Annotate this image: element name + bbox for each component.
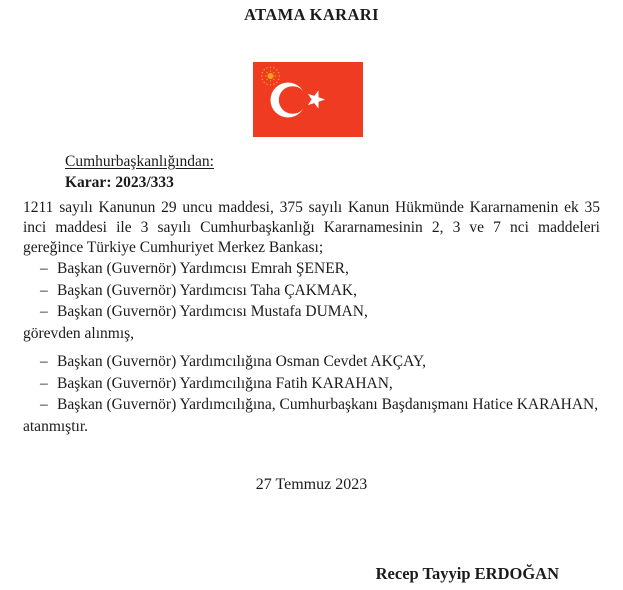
appointed-list-item (40, 351, 613, 373)
appointed-list (0, 351, 623, 416)
signature-name: Recep Tayyip ERDOĞAN (375, 564, 559, 583)
decision-number: Karar: 2023/333 (65, 174, 174, 191)
dismissed-list-item-text: Başkan (Guvernör) Yardımcısı Mustafa DUMAN, (57, 303, 368, 320)
dismissed-list (0, 258, 623, 323)
dismissed-list-item (40, 301, 613, 323)
appointment-closing: atanmıştır. (23, 417, 89, 435)
appointed-list-item-text: Başkan (Guvernör) Yardımcılığına Fatih KARAHAN, (57, 374, 393, 392)
issuer-heading: Cumhurbaşkanlığından: (65, 153, 214, 170)
appointed-list-item (40, 373, 613, 395)
turkish-presidential-flag (253, 62, 363, 137)
dismissed-list-item-text: Başkan (Guvernör) Yardımcısı Emrah ŞENER, (57, 260, 349, 277)
appointed-list-item-text: Başkan (Guvernör) Yardımcılığına, Cumhurbaşkanı Başdanışmanı Hatice KARAHAN, (57, 396, 599, 413)
dash-marker: – (40, 353, 48, 370)
dismissed-list-item-text: Başkan (Guvernör) Yardımcısı Taha ÇAKMAK, (57, 281, 357, 299)
dash-marker: – (40, 281, 48, 299)
turkish-presidential-flag-image (253, 62, 363, 137)
dash-marker: – (40, 396, 48, 413)
legal-basis-paragraph: 1211 sayılı Kanunun 29 uncu maddesi, 375 sayılı Kanun Hükmünde Kararnamenin ek 35 inci maddesi ile 3 sayılı Cumhurbaşkanlığı Kararnamesinin 2, 3 ve 7 nci maddeleri gereğince Türkiye Cumhuriyet Merkez Bankası; (23, 199, 600, 256)
document-date: 27 Temmuz 2023 (255, 476, 368, 493)
paragraph-spacer (0, 344, 623, 351)
dash-marker: – (40, 260, 48, 277)
dismissed-list-item (40, 280, 613, 302)
dash-marker: – (40, 374, 48, 392)
dash-marker: – (40, 303, 48, 320)
dismissal-closing: görevden alınmış, (23, 324, 135, 342)
dismissed-list-item (40, 258, 613, 280)
document-title: ATAMA KARARI (244, 5, 379, 24)
appointed-list-item-text: Başkan (Guvernör) Yardımcılığına Osman Cevdet AKÇAY, (57, 353, 426, 370)
appointed-list-item (40, 394, 613, 416)
